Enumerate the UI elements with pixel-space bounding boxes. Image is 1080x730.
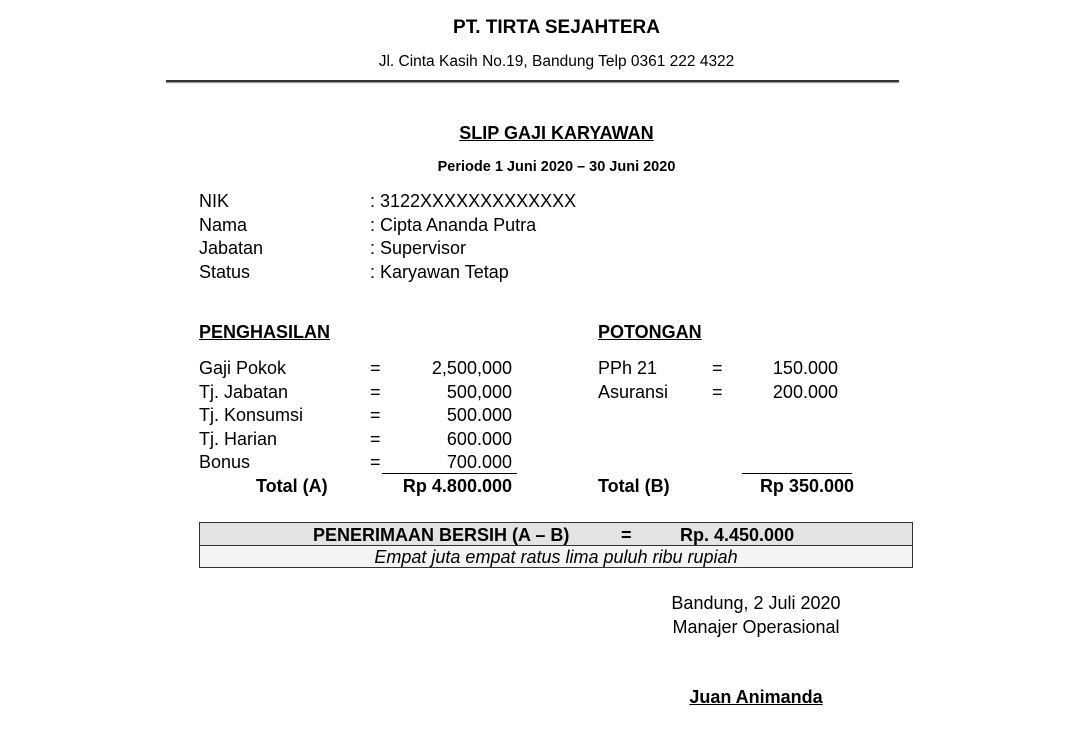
income-item-equals: = (370, 452, 381, 472)
income-item-label: Tj. Konsumsi (199, 405, 304, 425)
income-sum-line (382, 473, 517, 474)
net-pay-equals: = (621, 525, 632, 545)
income-total-amount: Rp 4.800.000 (402, 476, 512, 496)
deduction-total-amount: Rp 350.000 (759, 476, 854, 496)
deduction-item-label: Asuransi (598, 382, 669, 402)
deduction-total-label: Total (B) (598, 476, 670, 496)
income-heading: PENGHASILAN (199, 322, 331, 342)
employee-nik-value: : 3122XXXXXXXXXXXXX (370, 191, 577, 211)
income-item-equals: = (370, 405, 381, 425)
deduction-item-amount: 200.000 (772, 382, 838, 402)
employee-status-value: : Karyawan Tetap (370, 262, 509, 282)
deduction-item-amount: 150.000 (772, 358, 838, 378)
employee-name-value: : Cipta Ananda Putra (370, 215, 537, 235)
net-pay-words-row (200, 546, 912, 567)
slip-title: SLIP GAJI KARYAWAN (459, 123, 654, 143)
income-item-amount: 500,000 (446, 382, 512, 402)
net-pay-label: PENERIMAAN BERSIH (A – B) (313, 525, 570, 545)
income-item-label: Bonus (199, 452, 251, 472)
employee-nik-label: NIK (199, 191, 230, 211)
income-item-amount: 700.000 (446, 452, 512, 472)
income-item-amount: 500.000 (446, 405, 512, 425)
deduction-sum-line (742, 473, 852, 474)
deduction-item-label: PPh 21 (598, 358, 658, 378)
net-pay-in-words: Empat juta empat ratus lima puluh ribu rupiah (374, 547, 738, 567)
deduction-heading: POTONGAN (598, 322, 702, 342)
income-item-label: Tj. Jabatan (199, 382, 289, 402)
employee-position-value: : Supervisor (370, 238, 467, 258)
signature-name: Juan Animanda (689, 687, 823, 707)
company-address: Jl. Cinta Kasih No.19, Bandung Telp 0361 222 4322 (378, 53, 735, 70)
income-item-amount: 600.000 (446, 429, 512, 449)
net-pay-box (199, 522, 913, 568)
slip-period: Periode 1 Juni 2020 – 30 Juni 2020 (437, 159, 676, 175)
signature-position: Manajer Operasional (672, 617, 840, 637)
deduction-item-equals: = (712, 358, 723, 378)
net-pay-row (200, 523, 912, 546)
deduction-item-equals: = (712, 382, 723, 402)
net-pay-amount: Rp. 4.450.000 (680, 525, 795, 545)
income-item-equals: = (370, 382, 381, 402)
employee-position-label: Jabatan (199, 238, 264, 258)
income-item-equals: = (370, 358, 381, 378)
company-name: PT. TIRTA SEJAHTERA (453, 17, 660, 38)
income-item-amount: 2,500,000 (431, 358, 512, 378)
income-item-label: Gaji Pokok (199, 358, 287, 378)
income-item-label: Tj. Harian (199, 429, 278, 449)
employee-name-label: Nama (199, 215, 248, 235)
header-divider (166, 80, 899, 82)
employee-status-label: Status (199, 262, 251, 282)
signature-place-date: Bandung, 2 Juli 2020 (671, 593, 841, 613)
income-item-equals: = (370, 429, 381, 449)
income-total-label: Total (A) (256, 476, 328, 496)
